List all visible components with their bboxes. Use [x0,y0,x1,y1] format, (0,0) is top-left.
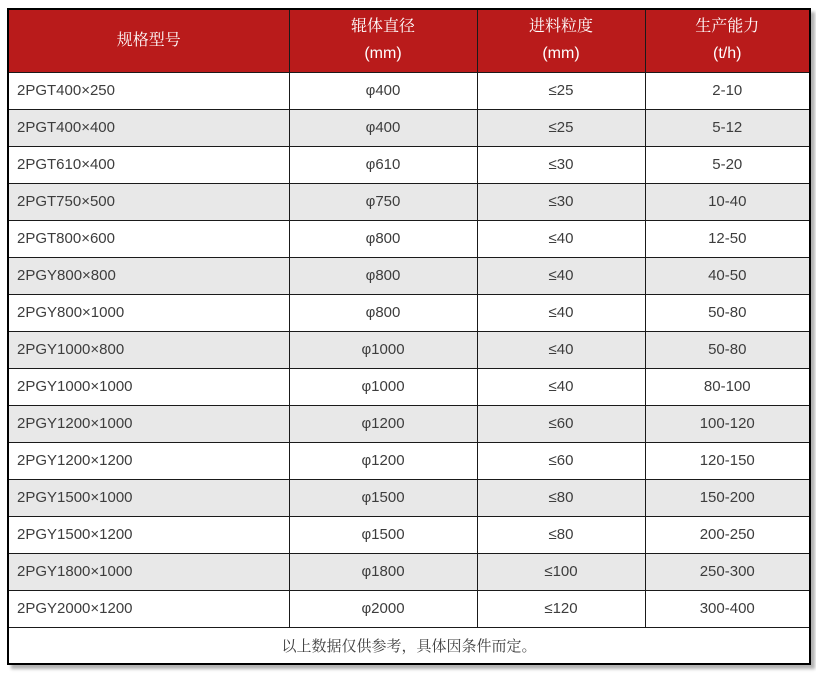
header-label: 规格型号 [116,31,181,49]
spec-table [7,8,811,665]
cell-capacity: 50-80 [645,331,810,368]
table-row [8,109,810,146]
cell-model: 2PGY1500×1000 [8,479,289,516]
cell-capacity: 80-100 [645,368,810,405]
table-row [8,294,810,331]
table-header [8,9,810,72]
cell-capacity: 12-50 [645,220,810,257]
cell-model: 2PGY2000×1200 [8,590,289,627]
header-row [8,9,810,72]
cell-feed-size: ≤25 [477,72,645,109]
cell-capacity: 50-80 [645,294,810,331]
cell-model: 2PGY1500×1200 [8,516,289,553]
table-row [8,553,810,590]
table-row [8,146,810,183]
cell-model: 2PGY800×800 [8,257,289,294]
table-row [8,331,810,368]
cell-feed-size: ≤30 [477,146,645,183]
cell-feed-size: ≤40 [477,294,645,331]
cell-roller-diameter: φ1000 [289,368,477,405]
cell-roller-diameter: φ400 [289,72,477,109]
cell-feed-size: ≤100 [477,553,645,590]
header-unit: (mm) [542,44,580,62]
cell-capacity: 5-20 [645,146,810,183]
cell-roller-diameter: φ1000 [289,331,477,368]
table-row [8,183,810,220]
cell-feed-size: ≤80 [477,516,645,553]
cell-model: 2PGT800×600 [8,220,289,257]
header-label: 进料粒度 [528,18,593,36]
cell-model: 2PGY1000×1000 [8,368,289,405]
cell-model: 2PGY1000×800 [8,331,289,368]
table-body [8,72,810,627]
cell-model: 2PGT610×400 [8,146,289,183]
cell-model: 2PGT400×250 [8,72,289,109]
cell-roller-diameter: φ800 [289,257,477,294]
cell-roller-diameter: φ1500 [289,516,477,553]
cell-model: 2PGY1800×1000 [8,553,289,590]
cell-model: 2PGY800×1000 [8,294,289,331]
table-row [8,405,810,442]
cell-capacity: 150-200 [645,479,810,516]
cell-feed-size: ≤60 [477,442,645,479]
cell-feed-size: ≤80 [477,479,645,516]
cell-capacity: 40-50 [645,257,810,294]
table-row [8,479,810,516]
cell-roller-diameter: φ1500 [289,479,477,516]
table-row [8,257,810,294]
cell-capacity: 300-400 [645,590,810,627]
footer-row [8,627,810,664]
header-label: 生产能力 [695,18,760,36]
header-label: 辊体直径 [350,18,415,36]
table-row [8,590,810,627]
column-header-model [8,9,289,72]
cell-model: 2PGT400×400 [8,109,289,146]
cell-capacity: 10-40 [645,183,810,220]
cell-roller-diameter: φ1200 [289,405,477,442]
cell-roller-diameter: φ610 [289,146,477,183]
cell-model: 2PGT750×500 [8,183,289,220]
cell-model: 2PGY1200×1000 [8,405,289,442]
cell-capacity: 100-120 [645,405,810,442]
cell-roller-diameter: φ1800 [289,553,477,590]
cell-roller-diameter: φ2000 [289,590,477,627]
table-row [8,72,810,109]
table-row [8,516,810,553]
table-row [8,220,810,257]
cell-feed-size: ≤120 [477,590,645,627]
cell-capacity: 2-10 [645,72,810,109]
cell-feed-size: ≤40 [477,220,645,257]
cell-feed-size: ≤25 [477,109,645,146]
cell-roller-diameter: φ1200 [289,442,477,479]
cell-feed-size: ≤30 [477,183,645,220]
cell-capacity: 250-300 [645,553,810,590]
cell-roller-diameter: φ400 [289,109,477,146]
cell-capacity: 200-250 [645,516,810,553]
table-row [8,442,810,479]
header-unit: (t/h) [713,44,742,62]
cell-feed-size: ≤40 [477,331,645,368]
column-header-capacity [645,9,810,72]
table-footer [8,627,810,664]
cell-roller-diameter: φ800 [289,220,477,257]
column-header-feed-size [477,9,645,72]
footer-note: 以上数据仅供参考，具体因条件而定。 [8,627,810,664]
cell-feed-size: ≤40 [477,257,645,294]
cell-feed-size: ≤40 [477,368,645,405]
cell-capacity: 120-150 [645,442,810,479]
table-row [8,368,810,405]
header-unit: (mm) [364,44,402,62]
column-header-roller-diameter [289,9,477,72]
cell-roller-diameter: φ750 [289,183,477,220]
cell-feed-size: ≤60 [477,405,645,442]
cell-roller-diameter: φ800 [289,294,477,331]
cell-capacity: 5-12 [645,109,810,146]
cell-model: 2PGY1200×1200 [8,442,289,479]
